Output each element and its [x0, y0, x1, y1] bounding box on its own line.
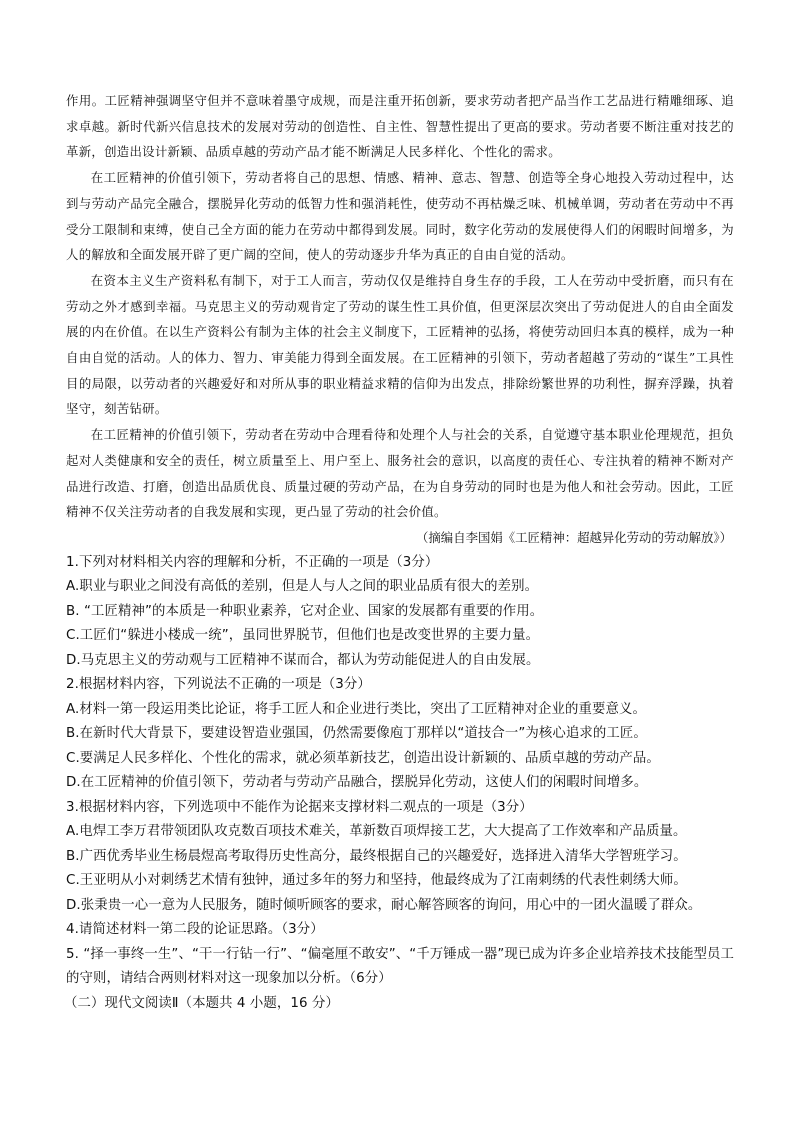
- passage-paragraph-2: 在工匠精神的价值引领下，劳动者将自己的思想、情感、精神、意志、智慧、创造等全身心地投入劳动过程中，达到与劳动产品完全融合，摆脱异化劳动的低智力性和强消耗性，使劳动不再枯燥乏味、机械单调，劳动者在劳动中不再受分工限制和束缚，使自己全方面的能力在劳动中都得到发展。同时，数字化劳动的发展使得人们的闲暇时间增多，为人的解放和全面发展开辟了更广阔的空间，使人的劳动逐步升华为真正的自由自觉的活动。: [66, 170, 734, 263]
- question-3-option-a: A.电焊工李万君带领团队攻克数百项技术难关，革新数百项焊接工艺，大大提高了工作效率和产品质量。: [66, 824, 687, 840]
- question-2-option-d: D.在工匠精神的价值引领下，劳动者与劳动产品融合，摆脱异化劳动，这使人们的闲暇时间增多。: [66, 775, 648, 791]
- section-heading: （二）现代文阅读Ⅱ（本题共 4 小题，16 分）: [64, 995, 339, 1011]
- question-list: [66, 551, 734, 1017]
- question-4-stem: 4.请简述材料一第二段的论证思路。（3分）: [66, 922, 324, 938]
- question-1-option-d: D.马克思主义的劳动观与工匠精神不谋而合，都认为劳动能促进人的自由发展。: [66, 652, 540, 668]
- question-1-option-b: B. “工匠精神”的本质是一种职业素养，它对企业、国家的发展都有重要的作用。: [66, 603, 544, 619]
- passage-paragraph-4: 在工匠精神的价值引领下，劳动者在劳动中合理看待和处理个人与社会的关系，自觉遵守基本职业伦理规范，担负起对人类健康和安全的责任，树立质量至上、用户至上、服务社会的意识，以高度的责任心、专注执着的精神不断对产品进行改造、打磨，创造出品质优良、质量过硬的劳动产品，在为自身劳动的同时也是为他人和社会劳动。因此，工匠精神不仅关注劳动者的自我发展和实现，更凸显了劳动的社会价值。: [66, 427, 734, 520]
- passage-paragraph-1: 作用。工匠精神强调坚守但并不意味着墨守成规，而是注重开拓创新，要求劳动者把产品当作工艺品进行精雕细琢、追求卓越。新时代新兴信息技术的发展对劳动的创造性、自主性、智慧性提出了更高的要求。劳动者要不断注重对技艺的革新，创造出设计新颖、品质卓越的劳动产品才能不断满足人民多样化、个性化的需求。: [66, 93, 734, 160]
- question-2-option-b: B.在新时代大背景下，要建设智造业强国，仍然需要像庖丁那样以“道技合一”为核心追求的工匠。: [66, 726, 647, 742]
- question-1-option-c: C.工匠们“躲进小楼成一统”，虽同世界脱节，但他们也是改变世界的主要力量。: [66, 628, 540, 644]
- reading-passage: [66, 88, 734, 550]
- question-3-stem: 3.根据材料内容，下列选项中不能作为论据来支撑材料二观点的一项是（3分）: [66, 799, 533, 815]
- question-2-stem: 2.根据材料内容，下列说法不正确的一项是（3分）: [66, 677, 371, 693]
- question-1-option-a: A.职业与职业之间没有高低的差别，但是人与人之间的职业品质有很大的差别。: [66, 579, 539, 595]
- question-3-option-c: C.王亚明从小对刺绣艺术情有独钟，通过多年的努力和坚持，他最终成为了江南刺绣的代表性刺绣大师。: [66, 873, 687, 889]
- question-2-option-a: A.材料一第一段运用类比论证，将手工匠人和企业进行类比，突出了工匠精神对企业的重要意义。: [66, 701, 646, 717]
- question-1-stem: 1.下列对材料相关内容的理解和分析，不正确的一项是（3分）: [66, 554, 439, 570]
- exam-page: [66, 88, 734, 1016]
- passage-source: （摘编自李国娟《工匠精神：超越异化劳动的劳动解放》）: [416, 529, 732, 545]
- question-3-option-b: B.广西优秀毕业生杨晨煜高考取得历史性高分，最终根据自己的兴趣爱好，选择进入清华大学智班学习。: [66, 848, 687, 864]
- passage-paragraph-3: 在资本主义生产资料私有制下，对于工人而言，劳动仅仅是维持自身生存的手段，工人在劳动中受折磨，而只有在劳动之外才感到幸福。马克思主义的劳动观肯定了劳动的谋生性工具价值，但更深层次突出了劳动促进人的自由全面发展的内在价值。在以生产资料公有制为主体的社会主义制度下，工匠精神的弘扬，将使劳动回归本真的模样，成为一种自由自觉的活动。人的体力、智力、审美能力得到全面发展。在工匠精神的引领下，劳动者超越了劳动的“谋生”工具性目的局限，以劳动者的兴趣爱好和对所从事的职业精益求精的信仰为出发点，排除纷繁世界的功利性，摒弃浮躁，执着坚守，刻苦钻研。: [66, 272, 734, 417]
- question-5-stem: 5. “择一事终一生”、“干一行钻一行”、“偏毫厘不敢安”、“千万锤成一器”现已成为许多企业培养技术技能型员工的守则，请结合两则材料对这一现象加以分析。（6分）: [66, 946, 734, 987]
- question-3-option-d: D.张秉贵一心一意为人民服务，随时倾听顾客的要求，耐心解答顾客的询问，用心中的一团火温暖了群众。: [66, 897, 702, 913]
- question-2-option-c: C.要满足人民多样化、个性化的需求，就必须革新技艺，创造出设计新颖的、品质卓越的劳动产品。: [66, 750, 660, 766]
